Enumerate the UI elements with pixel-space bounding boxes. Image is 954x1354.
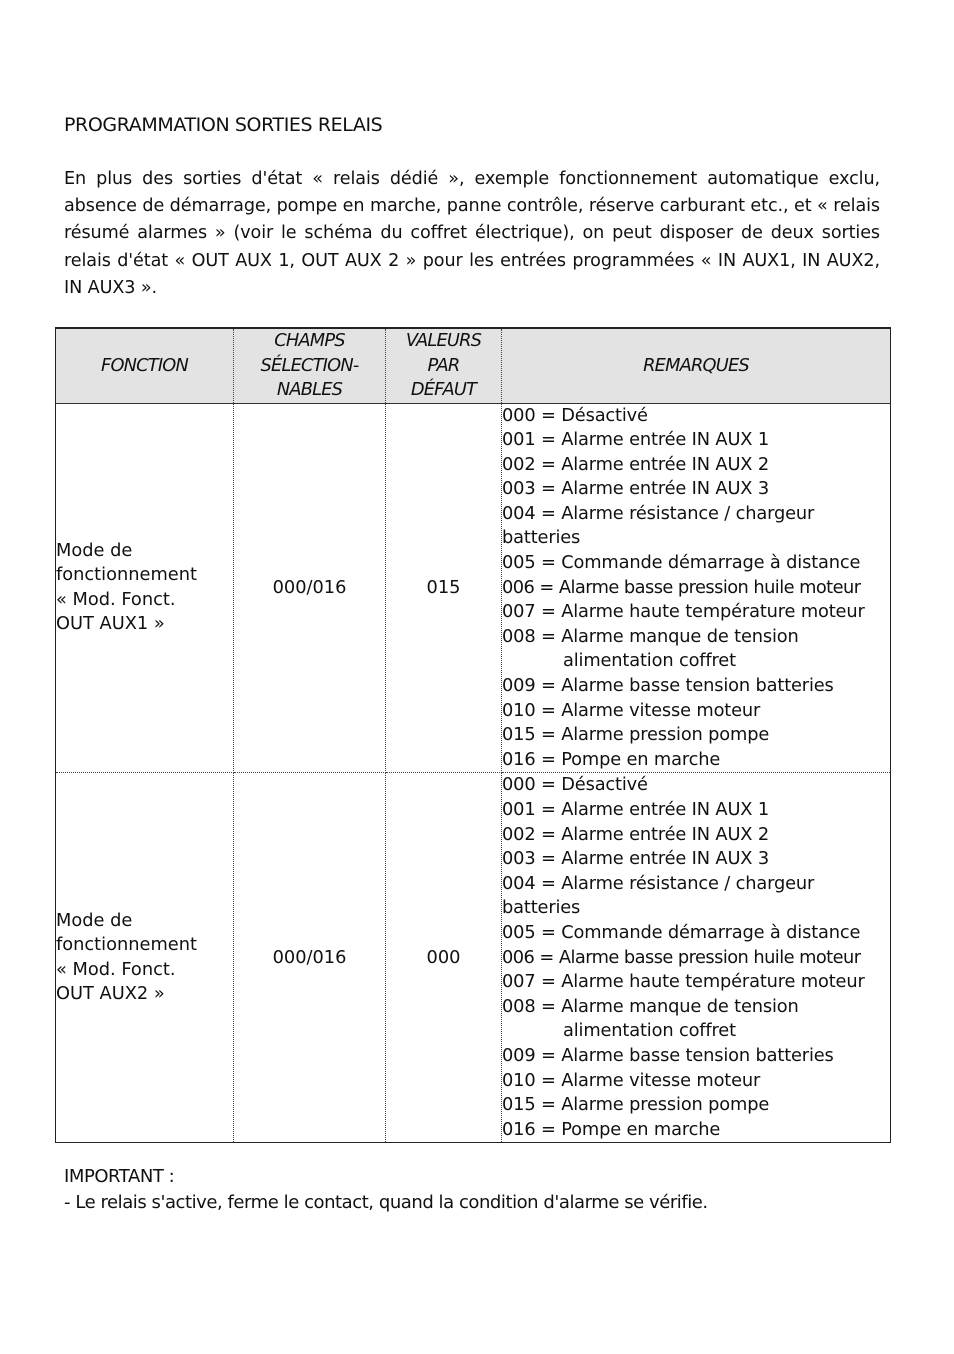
cell-remarques <box>502 403 891 773</box>
fonction-line: OUT AUX2 » <box>56 983 165 1005</box>
relay-output-table <box>55 327 891 1143</box>
remark-line: 015 = Alarme pression pompe <box>502 1094 770 1116</box>
remark-line: 001 = Alarme entrée IN AUX 1 <box>502 429 770 451</box>
remark-line: 003 = Alarme entrée IN AUX 3 <box>502 848 770 870</box>
remark-line: alimentation coffret <box>563 650 736 672</box>
header-champs <box>234 328 386 403</box>
table-header-row <box>56 328 891 403</box>
header-remarques: REMARQUES <box>502 328 891 403</box>
fonction-line: OUT AUX1 » <box>56 613 165 635</box>
fonction-line: fonctionnement <box>56 564 197 586</box>
remark-line: 008 = Alarme manque de tension <box>502 995 799 1017</box>
header-valeurs-line: VALEURS <box>405 330 482 351</box>
remark-line: 004 = Alarme résistance / chargeur <box>502 502 815 524</box>
header-valeurs-line: DÉFAUT <box>410 379 477 400</box>
fonction-line: fonctionnement <box>56 934 197 956</box>
remark-line: 005 = Commande démarrage à distance <box>502 921 861 943</box>
remark-line: 004 = Alarme résistance / chargeur <box>502 872 815 894</box>
remark-line: 015 = Alarme pression pompe <box>502 724 770 746</box>
remark-line: batteries <box>502 897 581 919</box>
table-row <box>56 403 891 773</box>
cell-defaut: 000 <box>386 773 502 1143</box>
remark-line: 010 = Alarme vitesse moteur <box>502 1069 761 1091</box>
remark-line: 007 = Alarme haute température moteur <box>502 601 865 623</box>
intro-paragraph: En plus des sorties d'état « relais dédié », exemple fonctionnement automatique exclu, absence de démarrage, pompe en marche, panne contrôle, réserve carburant etc., et « relais résumé alarmes » (voir le schéma du coffret électrique), on peut disposer de deux sorties relais d'état « OUT AUX 1, OUT AUX 2 » pour les entrées programmées « IN AUX1, IN AUX2, IN AUX3 ». <box>64 169 880 298</box>
remark-line: 002 = Alarme entrée IN AUX 2 <box>502 453 770 475</box>
remark-line: 009 = Alarme basse tension batteries <box>502 675 834 697</box>
remark-line: 005 = Commande démarrage à distance <box>502 552 861 574</box>
remark-line: 003 = Alarme entrée IN AUX 3 <box>502 478 770 500</box>
cell-remarques <box>502 773 891 1143</box>
header-valeurs <box>386 328 502 403</box>
cell-champs: 000/016 <box>234 773 386 1143</box>
remark-line: 006 = Alarme basse pression huile moteur <box>502 576 861 598</box>
cell-fonction <box>56 773 234 1143</box>
cell-defaut: 015 <box>386 403 502 773</box>
cell-champs: 000/016 <box>234 403 386 773</box>
header-valeurs-line: PAR <box>427 354 460 376</box>
header-champs-line: NABLES <box>276 379 343 400</box>
fonction-line: « Mod. Fonct. <box>56 588 176 610</box>
fonction-line: Mode de <box>56 909 133 931</box>
remark-line: alimentation coffret <box>563 1020 736 1042</box>
cell-fonction <box>56 403 234 773</box>
remark-line: 010 = Alarme vitesse moteur <box>502 699 761 721</box>
remark-line: 009 = Alarme basse tension batteries <box>502 1044 834 1066</box>
remark-line: 000 = Désactivé <box>502 404 648 426</box>
remark-line: 007 = Alarme haute température moteur <box>502 971 865 993</box>
remark-line: batteries <box>502 527 581 549</box>
important-text: - Le relais s'active, ferme le contact, quand la condition d'alarme se vérifie. <box>64 1192 708 1213</box>
fonction-line: « Mod. Fonct. <box>56 958 176 980</box>
fonction-line: Mode de <box>56 539 133 561</box>
remark-line: 016 = Pompe en marche <box>502 748 721 770</box>
important-note <box>64 1164 708 1216</box>
remark-line: 016 = Pompe en marche <box>502 1118 721 1140</box>
remark-line: 006 = Alarme basse pression huile moteur <box>502 946 861 968</box>
remark-line: 000 = Désactivé <box>502 774 648 796</box>
remark-line: 001 = Alarme entrée IN AUX 1 <box>502 799 770 820</box>
page-title: PROGRAMMATION SORTIES RELAIS <box>64 114 383 136</box>
header-champs-line: SÉLECTION- <box>260 354 359 376</box>
remark-line: 008 = Alarme manque de tension <box>502 625 799 647</box>
remark-line: 002 = Alarme entrée IN AUX 2 <box>502 823 770 845</box>
header-champs-line: CHAMPS <box>274 330 345 351</box>
header-fonction: FONCTION <box>56 328 234 403</box>
table-row <box>56 773 891 1143</box>
important-label: IMPORTANT : <box>64 1166 175 1187</box>
